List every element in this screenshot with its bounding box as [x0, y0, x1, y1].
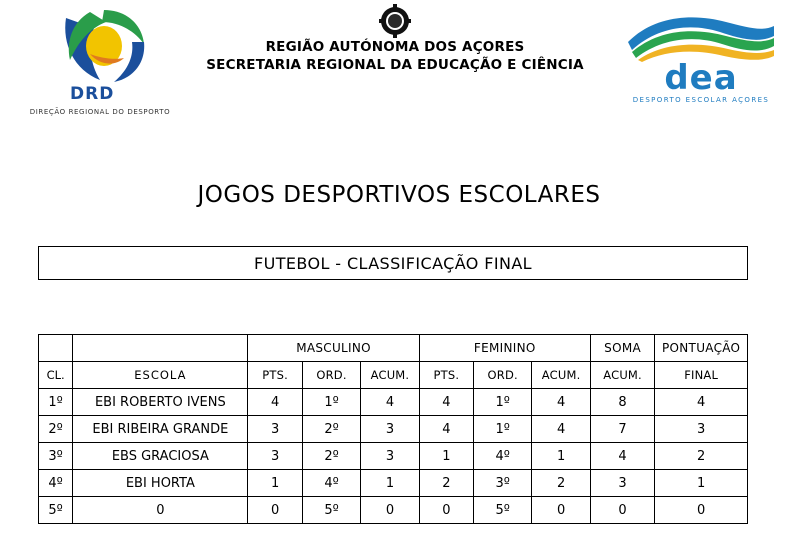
table-row	[39, 470, 748, 497]
table-row	[39, 497, 748, 524]
header-feminino-pts: PTS.	[419, 362, 473, 389]
row-soma-acum: 3	[590, 470, 654, 497]
row-escola: 0	[73, 497, 248, 524]
row-pontuacao-final: 2	[655, 443, 748, 470]
row-feminino-pts: 0	[419, 497, 473, 524]
row-escola: EBS GRACIOSA	[73, 443, 248, 470]
row-soma-acum: 0	[590, 497, 654, 524]
row-masculino-ord: 1º	[302, 389, 360, 416]
row-feminino-acum: 0	[532, 497, 590, 524]
table-sub-header-row	[39, 362, 748, 389]
header-title-line1: REGIÃO AUTÓNOMA DOS AÇORES	[265, 39, 525, 55]
row-cl: 2º	[39, 416, 73, 443]
row-feminino-pts: 4	[419, 416, 473, 443]
row-masculino-pts: 3	[248, 416, 302, 443]
row-feminino-ord: 1º	[474, 416, 532, 443]
blank-cell	[39, 335, 73, 362]
row-pontuacao-final: 0	[655, 497, 748, 524]
header-soma-acum: ACUM.	[590, 362, 654, 389]
row-soma-acum: 7	[590, 416, 654, 443]
competition-subtitle: FUTEBOL - CLASSIFICAÇÃO FINAL	[38, 246, 748, 280]
table-row	[39, 443, 748, 470]
row-pontuacao-final: 3	[655, 416, 748, 443]
row-pontuacao-final: 1	[655, 470, 748, 497]
drd-logo	[20, 8, 180, 126]
row-masculino-acum: 4	[361, 389, 419, 416]
header-masculino-acum: ACUM.	[361, 362, 419, 389]
row-pontuacao-final: 4	[655, 389, 748, 416]
row-soma-acum: 4	[590, 443, 654, 470]
row-cl: 4º	[39, 470, 73, 497]
dea-subtitle: DESPORTO ESCOLAR AÇORES	[632, 96, 770, 104]
header-feminino: FEMININO	[419, 335, 590, 362]
dea-wave-logo-icon	[626, 12, 776, 62]
header-feminino-ord: ORD.	[474, 362, 532, 389]
table-row	[39, 416, 748, 443]
header-masculino-pts: PTS.	[248, 362, 302, 389]
row-masculino-pts: 3	[248, 443, 302, 470]
row-masculino-ord: 2º	[302, 416, 360, 443]
row-masculino-ord: 2º	[302, 443, 360, 470]
dea-acronym: dea	[664, 58, 738, 98]
header-pontuacao: PONTUAÇÃO	[655, 335, 748, 362]
row-cl: 5º	[39, 497, 73, 524]
row-soma-acum: 8	[590, 389, 654, 416]
header-masculino-ord: ORD.	[302, 362, 360, 389]
row-masculino-ord: 4º	[302, 470, 360, 497]
row-feminino-acum: 2	[532, 470, 590, 497]
row-masculino-ord: 5º	[302, 497, 360, 524]
row-masculino-acum: 0	[361, 497, 419, 524]
header-feminino-acum: ACUM.	[532, 362, 590, 389]
row-feminino-ord: 5º	[474, 497, 532, 524]
header-title-line2: SECRETARIA REGIONAL DA EDUCAÇÃO E CIÊNCIA	[206, 57, 584, 74]
row-cl: 3º	[39, 443, 73, 470]
drd-acronym: DRD	[70, 84, 115, 104]
drd-subtitle: DIREÇÃO REGIONAL DO DESPORTO	[29, 108, 171, 116]
classification-table	[38, 334, 748, 524]
row-masculino-acum: 3	[361, 443, 419, 470]
header-cl: CL.	[39, 362, 73, 389]
table-group-header-row	[39, 335, 748, 362]
row-escola: EBI HORTA	[73, 470, 248, 497]
row-feminino-acum: 4	[532, 416, 590, 443]
classification-table-wrapper	[38, 334, 748, 524]
row-feminino-pts: 2	[419, 470, 473, 497]
row-masculino-pts: 1	[248, 470, 302, 497]
row-escola: EBI ROBERTO IVENS	[73, 389, 248, 416]
row-masculino-pts: 0	[248, 497, 302, 524]
row-cl: 1º	[39, 389, 73, 416]
header-pontuacao-final: FINAL	[655, 362, 748, 389]
row-feminino-ord: 1º	[474, 389, 532, 416]
header-soma: SOMA	[590, 335, 654, 362]
header-title	[180, 38, 610, 74]
table-body	[39, 389, 748, 524]
row-escola: EBI RIBEIRA GRANDE	[73, 416, 248, 443]
row-masculino-acum: 1	[361, 470, 419, 497]
row-feminino-pts: 1	[419, 443, 473, 470]
row-masculino-pts: 4	[248, 389, 302, 416]
header-masculino: MASCULINO	[248, 335, 419, 362]
row-feminino-ord: 4º	[474, 443, 532, 470]
row-feminino-acum: 4	[532, 389, 590, 416]
header-escola: ESCOLA	[73, 362, 248, 389]
table-row	[39, 389, 748, 416]
row-feminino-pts: 4	[419, 389, 473, 416]
document-header	[0, 0, 798, 130]
row-feminino-ord: 3º	[474, 470, 532, 497]
row-feminino-acum: 1	[532, 443, 590, 470]
drd-logo-icon	[60, 8, 146, 84]
azores-coat-of-arms-icon	[378, 4, 412, 38]
row-masculino-acum: 3	[361, 416, 419, 443]
page-title: JOGOS DESPORTIVOS ESCOLARES	[197, 182, 601, 208]
dea-logo	[626, 12, 776, 108]
blank-cell	[73, 335, 248, 362]
